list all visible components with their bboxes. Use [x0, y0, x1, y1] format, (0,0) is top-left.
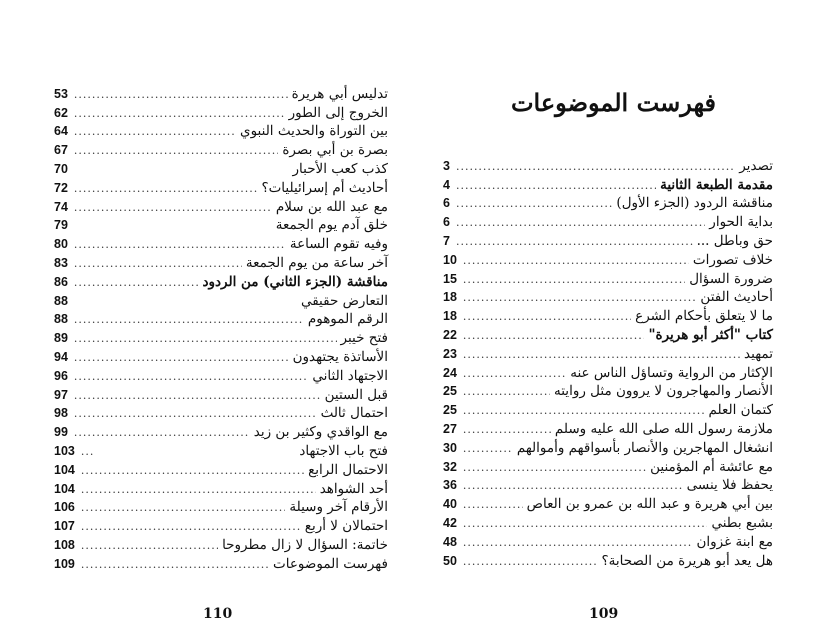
toc-entry-title: بين التوراة والحديث النبوي — [240, 123, 388, 140]
dot-leader — [456, 234, 693, 250]
dot-leader — [81, 557, 269, 573]
toc-entry-title: احتمال ثالث — [320, 405, 388, 422]
toc-entry — [54, 422, 388, 441]
toc-entry-title: احتمالان لا أربع — [304, 518, 388, 535]
toc-entry — [443, 382, 773, 401]
dot-leader — [463, 347, 740, 363]
toc-entry-title: مقدمة الطبعة الثانية — [660, 176, 773, 193]
toc-list-left — [54, 84, 388, 573]
toc-entry-title: بداية الحوار — [709, 214, 773, 231]
toc-page-number: 25 — [443, 384, 457, 399]
toc-entry — [54, 140, 388, 159]
toc-page-number: 25 — [443, 403, 457, 418]
toc-page-number: 4 — [443, 177, 450, 192]
toc-page-number: 3 — [443, 158, 450, 173]
toc-entry — [54, 310, 388, 329]
toc-entry — [54, 498, 388, 517]
toc-entry-title: الخروج إلى الطور — [288, 104, 388, 121]
toc-entry-title: مناقشة الردود (الجزء الأول) — [616, 195, 773, 212]
dot-leader — [463, 535, 693, 551]
toc-entry-title: تدليس أبي هريرة — [291, 85, 388, 102]
dot-leader — [81, 444, 95, 460]
toc-entry-title: خلق آدم يوم الجمعة — [275, 217, 388, 234]
toc-entry — [443, 269, 773, 288]
toc-entry — [443, 194, 773, 213]
toc-page-number: 40 — [443, 497, 457, 512]
dot-leader — [81, 482, 316, 498]
toc-entry-title: أحاديث الفتن — [700, 289, 773, 306]
dot-leader — [463, 441, 513, 457]
dot-leader — [463, 403, 705, 419]
dot-leader — [463, 422, 551, 438]
toc-entry — [443, 494, 773, 513]
toc-entry — [54, 366, 388, 385]
dot-leader — [463, 497, 523, 513]
dot-leader — [74, 200, 272, 216]
dot-leader — [74, 106, 285, 122]
toc-entry — [54, 234, 388, 253]
toc-page-number: 10 — [443, 252, 457, 267]
toc-entry — [54, 441, 388, 460]
toc-page-number: 67 — [54, 143, 68, 158]
toc-entry-title: مناقشة (الجزء الثاني) من الردود — [202, 273, 388, 290]
toc-entry-title: بشبع بطني — [711, 514, 773, 531]
toc-entry — [54, 479, 388, 498]
toc-entry-title: الإكثار من الرواية وتساؤل الناس عنه — [570, 364, 773, 381]
toc-entry-title: الاحتمال الرابع — [308, 461, 388, 478]
toc-page-number: 99 — [54, 425, 68, 440]
toc-entry — [54, 216, 388, 235]
toc-entry — [54, 103, 388, 122]
toc-entry-title: مع الواقدي وكثير بن زيد — [253, 424, 388, 441]
toc-entry — [443, 551, 773, 570]
dot-leader — [74, 87, 288, 103]
toc-page-number: 36 — [443, 478, 457, 493]
dot-leader — [74, 143, 278, 159]
toc-entry-title: خاتمة: السؤال لا زال مطروحا — [222, 536, 388, 553]
dot-leader — [74, 331, 337, 347]
toc-entry-title: أحد الشواهد — [319, 480, 388, 497]
toc-page-number: 74 — [54, 199, 68, 214]
toc-page-number: 89 — [54, 331, 68, 346]
toc-entry — [54, 404, 388, 423]
toc-entry-title: انشغال المهاجرين والأنصار بأسواقهم وأموالهم — [516, 439, 773, 456]
dot-leader — [456, 215, 705, 231]
toc-entry-title: تمهيد — [744, 345, 773, 362]
toc-page-number: 62 — [54, 105, 68, 120]
toc-page-number: 22 — [443, 327, 457, 342]
dot-leader — [74, 388, 321, 404]
toc-entry-title: يحفظ فلا ينسى — [686, 477, 773, 494]
toc-page-number: 88 — [54, 312, 68, 327]
toc-entry — [54, 554, 388, 573]
toc-entry — [443, 175, 773, 194]
toc-entry — [443, 344, 773, 363]
toc-page-number: 70 — [54, 161, 68, 176]
right-page — [409, 0, 818, 639]
toc-entry — [443, 212, 773, 231]
toc-entry — [443, 363, 773, 382]
dot-leader — [456, 159, 735, 175]
toc-page-number: 86 — [54, 274, 68, 289]
toc-list-right — [443, 156, 773, 570]
toc-page-number: 18 — [443, 290, 457, 305]
toc-entry-title: الأنصار والمهاجرون لا يروون مثل روايته — [554, 383, 773, 400]
toc-page-number: 53 — [54, 86, 68, 101]
toc-entry-title: وفيه تقوم الساعة — [289, 236, 388, 253]
toc-page-number: 107 — [54, 519, 75, 534]
toc-entry — [443, 532, 773, 551]
toc-entry — [443, 476, 773, 495]
toc-page-number: 15 — [443, 271, 457, 286]
toc-entry-title: كتمان العلم — [708, 402, 773, 419]
dot-leader — [74, 275, 199, 291]
toc-entry-title: الرقم الموهوم — [307, 311, 388, 328]
toc-page-number: 64 — [54, 124, 68, 139]
toc-entry — [443, 231, 773, 250]
toc-entry — [54, 516, 388, 535]
toc-entry — [443, 156, 773, 175]
toc-page-number: 6 — [443, 196, 450, 211]
dot-leader — [74, 237, 286, 253]
toc-entry — [54, 253, 388, 272]
toc-page-number: 79 — [54, 218, 68, 233]
toc-page-number: 80 — [54, 237, 68, 252]
toc-page-number: 88 — [54, 293, 68, 308]
toc-entry — [443, 438, 773, 457]
toc-entry-title: ضرورة السؤال — [689, 270, 773, 287]
toc-entry — [54, 84, 388, 103]
toc-page-number: 27 — [443, 421, 457, 436]
dot-leader — [456, 178, 656, 194]
toc-entry-title: مع عبد الله بن سلام — [275, 198, 388, 215]
toc-entry — [54, 272, 388, 291]
toc-entry-title: فتح باب الاجتهاد — [299, 442, 388, 459]
toc-entry-title: كتاب "أكثر أبو هريرة" — [648, 326, 773, 343]
toc-page-number: 24 — [443, 365, 457, 380]
toc-page-number: 7 — [443, 233, 450, 248]
page-title: فهرست الموضوعات — [510, 88, 717, 117]
toc-entry-title: بين أبي هريرة و عبد الله بن عمرو بن العاص — [526, 496, 773, 513]
toc-page-number: 50 — [443, 553, 457, 568]
toc-entry — [54, 197, 388, 216]
toc-entry-title: كذب كعب الأحبار — [292, 160, 388, 177]
toc-page-number: 83 — [54, 255, 68, 270]
toc-page-number: 98 — [54, 406, 68, 421]
dot-leader — [74, 425, 250, 441]
page-number-left: 110 — [203, 606, 233, 622]
dot-leader — [463, 516, 708, 532]
dot-leader — [74, 312, 304, 328]
toc-entry — [54, 347, 388, 366]
toc-entry — [443, 288, 773, 307]
toc-page-number: 104 — [54, 481, 75, 496]
dot-leader — [463, 478, 683, 494]
toc-entry — [54, 328, 388, 347]
toc-entry — [443, 250, 773, 269]
dot-leader — [81, 538, 218, 554]
toc-entry — [443, 400, 773, 419]
dot-leader — [463, 460, 646, 476]
toc-entry-title: حق وباطل ... — [696, 232, 773, 249]
dot-leader — [463, 272, 685, 288]
toc-page-number: 72 — [54, 180, 68, 195]
dot-leader — [81, 500, 286, 516]
toc-page-number: 94 — [54, 349, 68, 364]
toc-page-number: 106 — [54, 500, 75, 515]
toc-entry-title: خلاف تصورات — [692, 251, 773, 268]
toc-entry-title: أحاديث أم إسرائيليات؟ — [261, 179, 388, 196]
toc-page-number: 97 — [54, 387, 68, 402]
toc-page-number: 30 — [443, 440, 457, 455]
toc-entry — [443, 457, 773, 476]
dot-leader — [74, 181, 258, 197]
dot-leader — [463, 384, 550, 400]
dot-leader — [463, 253, 689, 269]
dot-leader — [81, 463, 304, 479]
dot-leader — [456, 196, 612, 212]
toc-entry — [443, 325, 773, 344]
toc-entry-title: هل يعد أبو هريرة من الصحابة؟ — [601, 552, 773, 569]
toc-entry-title: الأساتذة يجتهدون — [292, 348, 388, 365]
dot-leader — [74, 369, 309, 385]
toc-entry — [443, 513, 773, 532]
toc-entry-title: تصدير — [739, 157, 773, 174]
toc-entry-title: التعارض حقيقي — [300, 292, 388, 309]
page-number-right: 109 — [589, 606, 619, 622]
toc-entry-title: ملازمة رسول الله صلى الله عليه وسلم — [554, 420, 773, 437]
dot-leader — [74, 124, 236, 140]
dot-leader — [463, 309, 631, 325]
toc-page-number: 42 — [443, 515, 457, 530]
toc-entry — [443, 306, 773, 325]
toc-entry-title: آخر ساعة من يوم الجمعة — [245, 254, 388, 271]
toc-page-number: 103 — [54, 443, 75, 458]
toc-entry-title: الاجتهاد الثاني — [312, 367, 388, 384]
toc-page-number: 23 — [443, 346, 457, 361]
dot-leader — [463, 366, 566, 382]
toc-entry-title: مع ابنة غزوان — [696, 533, 773, 550]
dot-leader — [463, 328, 645, 344]
dot-leader — [81, 519, 301, 535]
toc-page-number: 6 — [443, 215, 450, 230]
dot-leader — [74, 350, 289, 366]
toc-entry — [54, 460, 388, 479]
toc-entry — [54, 159, 388, 178]
toc-entry — [54, 178, 388, 197]
toc-entry-title: مع عائشة أم المؤمنين — [650, 458, 773, 475]
toc-entry — [54, 535, 388, 554]
toc-page-number: 109 — [54, 556, 75, 571]
dot-leader — [463, 554, 598, 570]
toc-page-number: 96 — [54, 368, 68, 383]
toc-entry-title: فتح خيبر — [340, 330, 388, 347]
toc-page-number: 104 — [54, 462, 75, 477]
dot-leader — [74, 256, 242, 272]
toc-entry-title: فهرست الموضوعات — [273, 555, 388, 572]
toc-entry — [54, 291, 388, 310]
toc-page-number: 108 — [54, 537, 75, 552]
toc-page-number: 48 — [443, 534, 457, 549]
toc-entry-title: بصرة بن أبي بصرة — [282, 142, 388, 159]
toc-page-number: 32 — [443, 459, 457, 474]
toc-entry-title: الأرقام آخر وسيلة — [289, 499, 388, 516]
toc-page-number: 18 — [443, 309, 457, 324]
dot-leader — [74, 406, 317, 422]
toc-entry-title: ما لا يتعلق بأحكام الشرع — [635, 308, 773, 325]
toc-entry — [443, 419, 773, 438]
dot-leader — [463, 290, 697, 306]
toc-entry-title: قبل الستين — [324, 386, 388, 403]
toc-entry — [54, 385, 388, 404]
toc-entry — [54, 122, 388, 141]
